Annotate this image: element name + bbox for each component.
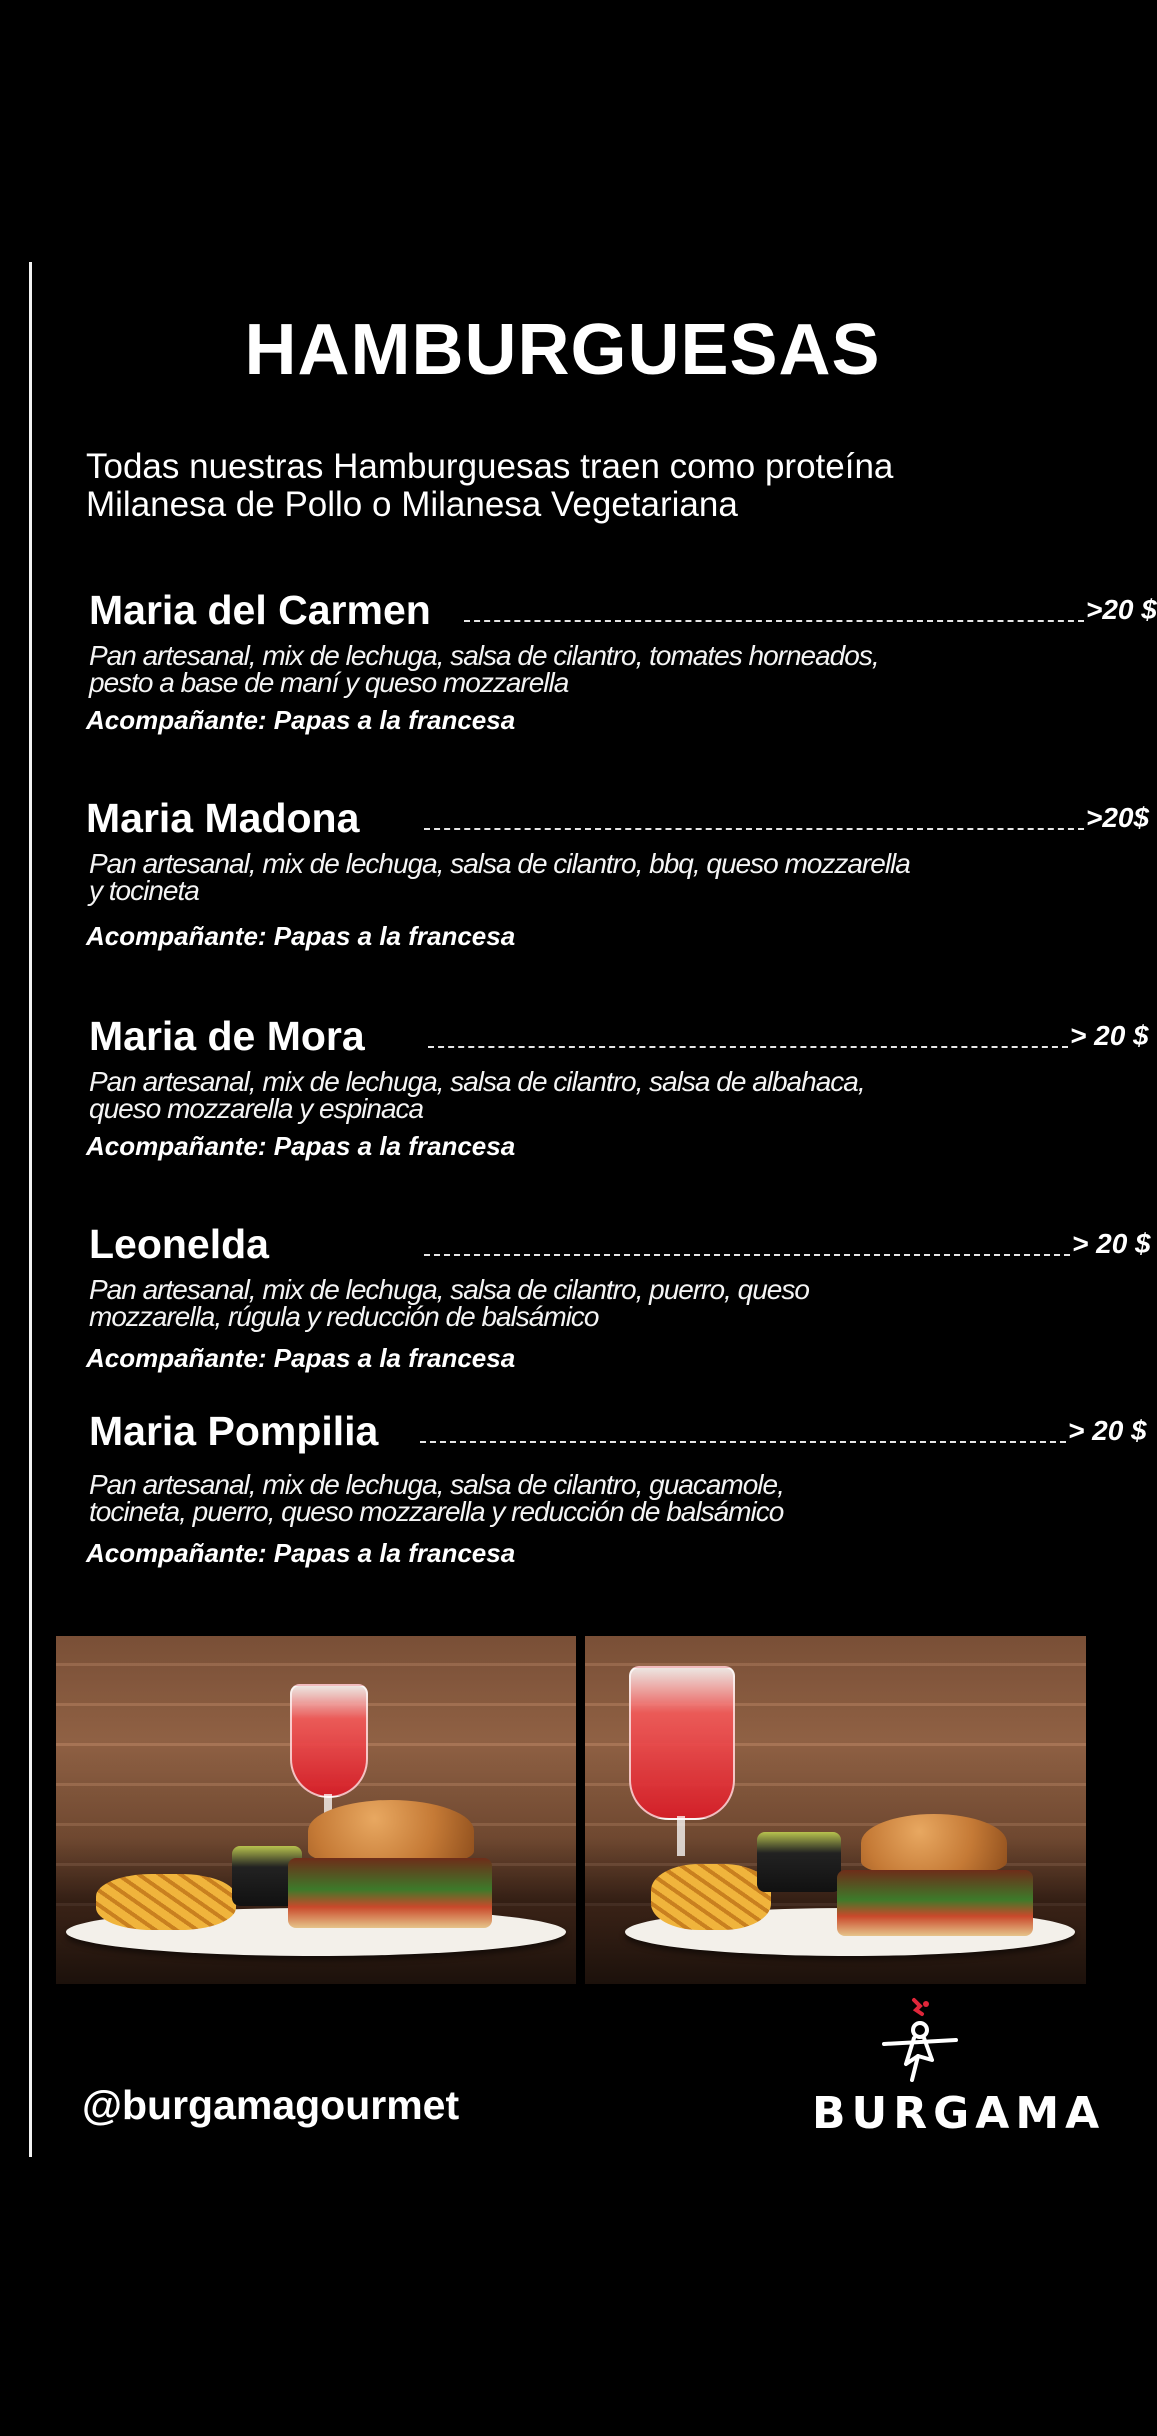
item-description-line: mozzarella, rúgula y reducción de balsámico (89, 1301, 599, 1332)
item-description-line: tocineta, puerro, queso mozzarella y reducción de balsámico (89, 1496, 784, 1527)
menu-item[interactable] (86, 1008, 1149, 1162)
item-description-line: Pan artesanal, mix de lechuga, salsa de cilantro, tomates horneados, (89, 640, 879, 671)
price-leader-dots (424, 828, 1084, 830)
price-leader-dots (464, 620, 1084, 622)
item-side-dish: Acompañante: Papas a la francesa (86, 1131, 516, 1161)
burger-photo-right (585, 1636, 1086, 1984)
brand-name: BURGAMA (812, 2088, 1106, 2139)
fries (96, 1874, 236, 1930)
item-price: >20 $ (1086, 594, 1157, 625)
burger-bun (308, 1800, 474, 1862)
item-price: > 20 $ (1072, 1228, 1151, 1259)
item-description (89, 850, 1009, 904)
intro-line-2: Milanesa de Pollo o Milanesa Vegetariana (86, 485, 738, 524)
item-name: Maria Pompilia (89, 1408, 379, 1454)
menu-item[interactable] (86, 1216, 1151, 1374)
menu-item[interactable] (86, 582, 1157, 736)
item-side-dish: Acompañante: Papas a la francesa (86, 1538, 516, 1568)
item-description (89, 1276, 1009, 1330)
item-description (89, 1068, 1009, 1122)
burger-photo-left (56, 1636, 576, 1984)
fries (651, 1864, 771, 1930)
item-description-line: Pan artesanal, mix de lechuga, salsa de cilantro, salsa de albahaca, (89, 1066, 865, 1097)
burger-bun (861, 1814, 1007, 1872)
item-description (89, 642, 1009, 696)
menu-intro (86, 448, 1046, 524)
item-name: Maria de Mora (89, 1013, 365, 1059)
item-description-line: Pan artesanal, mix de lechuga, salsa de cilantro, bbq, queso mozzarella (89, 848, 910, 879)
item-description-line: pesto a base de maní y queso mozzarella (89, 667, 569, 698)
menu-item[interactable] (86, 1403, 1147, 1569)
item-price: >20$ (1086, 802, 1150, 833)
item-description-line: Pan artesanal, mix de lechuga, salsa de cilantro, puerro, queso (89, 1274, 809, 1305)
item-side-dish: Acompañante: Papas a la francesa (86, 921, 516, 951)
price-leader-dots (428, 1046, 1068, 1048)
brand-logo (812, 1996, 1106, 2139)
item-description-line: Pan artesanal, mix de lechuga, salsa de cilantro, guacamole, (89, 1469, 784, 1500)
burger-filling (837, 1870, 1033, 1936)
item-price: > 20 $ (1068, 1415, 1147, 1446)
intro-line-1: Todas nuestras Hamburguesas traen como proteína (86, 447, 894, 486)
item-side-dish: Acompañante: Papas a la francesa (86, 1343, 516, 1373)
sauce-cup (757, 1832, 841, 1892)
left-border-line (29, 262, 32, 2157)
burger-filling (288, 1858, 492, 1928)
drink-glass (290, 1684, 368, 1798)
drink-glass (629, 1666, 735, 1820)
item-name: Leonelda (89, 1221, 269, 1267)
item-name: Maria Madona (86, 795, 360, 841)
item-description (89, 1471, 1009, 1525)
item-side-dish: Acompañante: Papas a la francesa (86, 705, 516, 735)
menu-item[interactable] (86, 790, 1150, 952)
item-name: Maria del Carmen (89, 587, 431, 633)
item-description-line: queso mozzarella y espinaca (89, 1093, 424, 1124)
price-leader-dots (420, 1441, 1066, 1443)
chef-logo-icon (874, 1996, 966, 2086)
instagram-handle[interactable]: @burgamagourmet (82, 2082, 460, 2128)
item-price: > 20 $ (1070, 1020, 1149, 1051)
item-description-line: y tocineta (89, 875, 199, 906)
glass-stem (677, 1816, 685, 1856)
menu-title: HAMBURGUESAS (244, 310, 881, 390)
price-leader-dots (424, 1254, 1070, 1256)
